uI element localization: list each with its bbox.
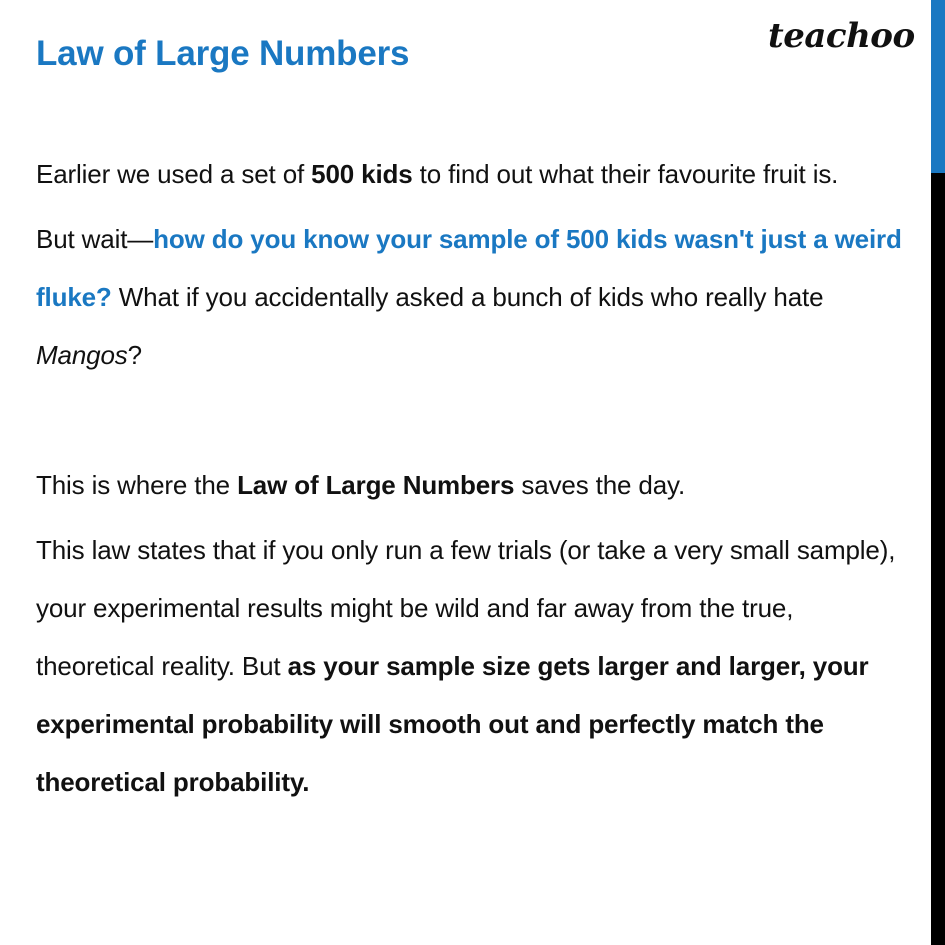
paragraph-law-intro: This is where the Law of Large Numbers saves the day. [36,470,686,500]
lesson-content [36,145,916,818]
paragraph-intro: Earlier we used a set of 500 kids to find out what their favourite fruit is. [36,159,839,189]
scrollbar-thumb[interactable] [931,0,945,173]
page-title: Law of Large Numbers [36,34,410,73]
bold-law-conclusion: as your sample size gets larger and larger, your experimental probability will smooth out and perfectly match the theoretical probability. [36,651,869,797]
italic-mangos: Mangos [36,340,128,370]
side-scrollbar[interactable] [931,0,945,945]
teachoo-logo: teachoo [768,16,915,56]
paragraph-law-statement: This law states that if you only run a few trials (or take a very small sample), your experimental results might be wild and far away from the true, theoretical reality. But as your sample size gets larger and larger, your experimental probability will smooth out and perfectly match the theoretical probability. [36,535,896,797]
bold-500-kids: 500 kids [311,159,413,189]
paragraph-question: But wait—how do you know your sample of 500 kids wasn't just a weird fluke? What if you accidentally asked a bunch of kids who really hate Mangos? [36,224,902,370]
bold-law-name: Law of Large Numbers [237,470,515,500]
highlighted-question: how do you know your sample of 500 kids wasn't just a weird fluke? [36,224,902,312]
